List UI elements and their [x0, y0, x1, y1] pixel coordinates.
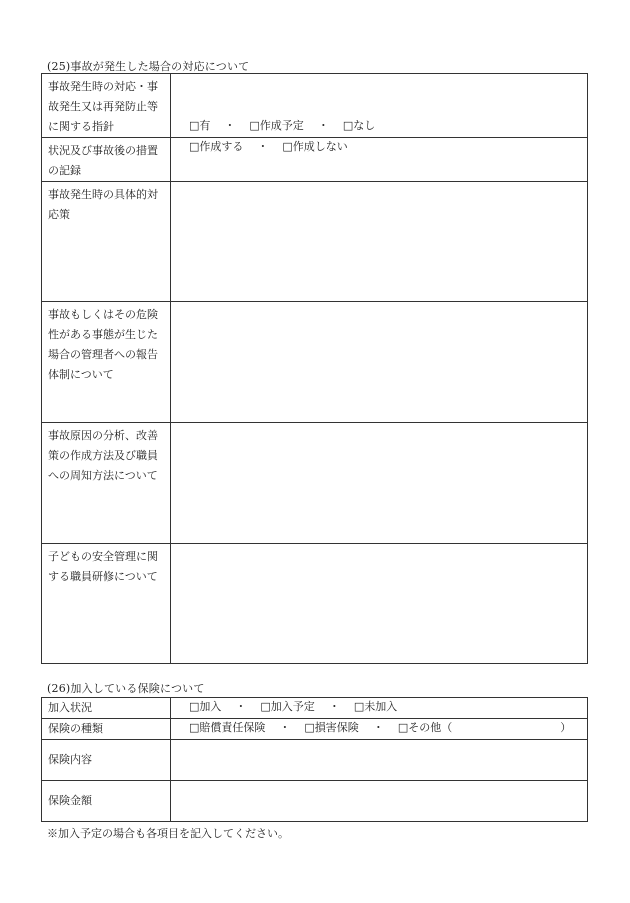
insurance-content-field[interactable]: [171, 740, 588, 781]
other-close-paren: ）: [560, 721, 572, 734]
row-label: 状況及び事故後の措置の記録: [42, 138, 171, 182]
insurance-type-options: [171, 719, 588, 740]
checkbox-option-enrolled[interactable]: □加入: [189, 700, 222, 713]
separator: ・: [224, 119, 236, 132]
checkbox-option-not-create[interactable]: □作成しない: [282, 140, 348, 153]
row-label: 子どもの安全管理に関する職員研修について: [42, 544, 171, 664]
section-25-title: (25)事故が発生した場合の対応について: [47, 60, 250, 73]
record-options: [171, 138, 588, 182]
checkbox-option-damage[interactable]: □損害保険: [304, 721, 359, 734]
footnote: ※加入予定の場合も各項目を記入してください。: [47, 827, 289, 840]
section-26-title: (26)加入している保険について: [47, 682, 205, 695]
table-row: [42, 544, 588, 664]
row-label: 保険内容: [42, 740, 171, 781]
checkbox-option-yes[interactable]: □有: [189, 119, 211, 132]
cause-analysis-field[interactable]: [171, 423, 588, 544]
safety-training-field[interactable]: [171, 544, 588, 664]
row-label: 保険の種類: [42, 719, 171, 740]
accident-response-table: [41, 73, 588, 664]
insurance-amount-field[interactable]: [171, 781, 588, 822]
table-row: [42, 740, 588, 781]
separator: ・: [317, 119, 329, 132]
separator: ・: [372, 721, 384, 734]
table-row: [42, 698, 588, 719]
separator: ・: [235, 700, 247, 713]
checkbox-option-none[interactable]: □なし: [342, 119, 376, 132]
row-label: 事故原因の分析、改善策の作成方法及び職員への周知方法について: [42, 423, 171, 544]
checkbox-option-not-enrolled[interactable]: □未加入: [353, 700, 398, 713]
checkbox-option-liability[interactable]: □賠償責任保険: [189, 721, 266, 734]
table-row: [42, 74, 588, 138]
guideline-options: [171, 74, 588, 138]
table-row: [42, 138, 588, 182]
enrollment-options: [171, 698, 588, 719]
checkbox-option-other[interactable]: □その他（: [397, 721, 453, 734]
table-row: [42, 423, 588, 544]
table-row: [42, 719, 588, 740]
reporting-system-field[interactable]: [171, 302, 588, 423]
row-label: 事故発生時の対応・事故発生又は再発防止等に関する指針: [42, 74, 171, 138]
table-row: [42, 302, 588, 423]
table-row: [42, 781, 588, 822]
separator: ・: [257, 140, 269, 153]
row-label: 事故もしくはその危険性がある事態が生じた場合の管理者への報告体制について: [42, 302, 171, 423]
checkbox-option-planned[interactable]: □加入予定: [260, 700, 315, 713]
checkbox-option-planned[interactable]: □作成予定: [249, 119, 304, 132]
response-plan-field[interactable]: [171, 182, 588, 302]
row-label: 加入状況: [42, 698, 171, 719]
checkbox-option-create[interactable]: □作成する: [189, 140, 244, 153]
separator: ・: [279, 721, 291, 734]
row-label: 事故発生時の具体的対応策: [42, 182, 171, 302]
row-label: 保険金額: [42, 781, 171, 822]
separator: ・: [328, 700, 340, 713]
insurance-table: [41, 697, 588, 822]
table-row: [42, 182, 588, 302]
